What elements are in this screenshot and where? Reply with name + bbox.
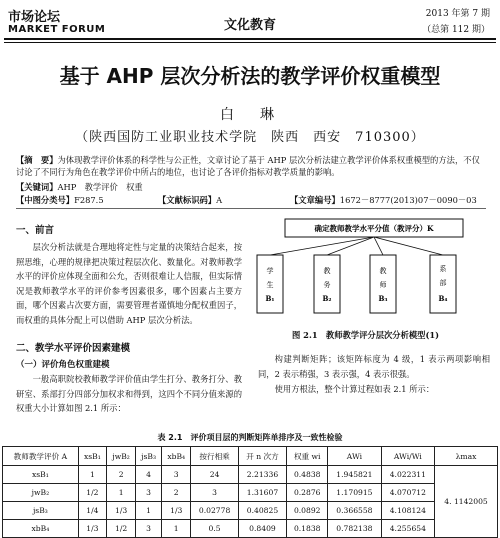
table-cell: 4.070712: [381, 484, 434, 502]
table-row: [3, 484, 498, 502]
figure-caption: 图 2.1 教师教学评分层次分析模型(1): [292, 330, 440, 340]
table-cell: 1/3: [107, 502, 136, 520]
svg-text:师: 师: [379, 281, 387, 289]
article-no-value: 1672－8777(2013)07－0090－03: [339, 195, 477, 205]
section-2-text: 一般高职院校教师教学评价值由学生打分、教务打分、教研室、系部打分四部分加权求和得到，这四个不同分值来源的权重大小计算如图 2.1 所示：: [16, 374, 242, 413]
lambda-max-cell: 4. 1142005: [435, 466, 498, 538]
table-header-row: [3, 447, 498, 466]
table-caption: 表 2.1 评价项目层的判断矩阵单排序及一致性检验: [157, 433, 343, 442]
table-cell: 4.255654: [381, 520, 434, 538]
table-cell: 0.0892: [287, 502, 328, 520]
svg-text:部: 部: [439, 279, 447, 287]
table-cell: 4.108124: [381, 502, 434, 520]
table-header-cell: xsB₁: [78, 447, 106, 466]
table-cell: 0.782138: [328, 520, 381, 538]
svg-text:教: 教: [323, 267, 331, 275]
table-header-cell: 按行相乘: [191, 447, 238, 466]
section-name: 文化教育: [223, 18, 276, 33]
doc-code-value: A: [216, 195, 223, 205]
table-cell: 3: [136, 520, 162, 538]
table-header-cell: jwB₂: [107, 447, 136, 466]
svg-text:B₄: B₄: [438, 294, 448, 303]
table-cell: xbB₄: [3, 520, 79, 538]
document-code: [158, 194, 222, 206]
table-header-cell: AWi: [328, 447, 381, 466]
svg-text:务: 务: [323, 281, 331, 289]
table-cell: 3: [136, 484, 162, 502]
clc-number: [16, 194, 104, 206]
header-rule-thick: [4, 38, 496, 40]
table-header-cell: 开 n 次方: [238, 447, 287, 466]
section-1-heading: 一、前言: [16, 225, 55, 236]
diagram-child-department: [430, 255, 456, 313]
diagram-child-student: [257, 255, 283, 313]
svg-text:学: 学: [266, 267, 274, 275]
table-cell: 1.945821: [328, 466, 381, 484]
article-title: 基于 AHP 层次分析法的教学评价权重模型: [59, 64, 441, 88]
author-affiliation: （陕西国防工业职业技术学院 陕西 西安 710300）: [75, 130, 425, 145]
table-cell: 4.022311: [381, 466, 434, 484]
table-cell: 24: [191, 466, 238, 484]
article-number: [290, 194, 477, 206]
table-cell: 0.366558: [328, 502, 381, 520]
abstract-label: 【摘 要】: [16, 155, 58, 165]
table-cell: 1.31607: [238, 484, 287, 502]
table-header-cell: 权重 wi: [287, 447, 328, 466]
table-cell: 1: [78, 466, 106, 484]
table-cell: 0.4838: [287, 466, 328, 484]
svg-text:系: 系: [439, 265, 447, 273]
right-text-matrix: 构建判断矩阵；该矩阵标度为 4 级，1 表示两项影响相同，2 表示稍强，3 表示强，4 表示很强。: [258, 354, 490, 379]
ahp-hierarchy-diagram: [255, 215, 500, 325]
table-header-cell: jsB₃: [136, 447, 162, 466]
clc-label: 【中图分类号】: [16, 195, 75, 205]
section-1-text: 层次分析法就是合理地将定性与定量的决策结合起来，按照思维，心理的规律把决策过程层次化、数量化。对教师教学水平的评价应体现全面和公允，否则很难让人信服，但实际情况是教师教学水平的评价参考因素很多，哪个因素占主要方面，哪个因素占次要方面，需要管理者谨慎地分配权重因子，而权重的具体分配上可以借助 AHP 层次分析法。: [16, 242, 242, 325]
table-cell: jsB₃: [3, 502, 79, 520]
table-cell: 1/2: [107, 520, 136, 538]
article-no-label: 【文章编号】: [290, 195, 340, 205]
diagram-child-teachers: [370, 255, 396, 313]
svg-text:生: 生: [266, 281, 274, 289]
diagram-root-label: 确定教师教学水平分值（教评分）K: [314, 224, 434, 233]
table-cell: 2: [161, 484, 191, 502]
table-cell: 1: [107, 484, 136, 502]
table-cell: 0.5: [191, 520, 238, 538]
table-cell: 1.170915: [328, 484, 381, 502]
table-cell: 0.1838: [287, 520, 328, 538]
author-name: 白 琳: [220, 107, 280, 123]
keywords: [16, 181, 143, 193]
table-header-cell: xbB₄: [161, 447, 191, 466]
svg-text:教: 教: [379, 267, 387, 275]
table-cell: 4: [136, 466, 162, 484]
journal-name-cn: 市场论坛: [8, 10, 61, 25]
section-2-subheading: （一）评价角色权重建模: [16, 360, 110, 370]
issue-number: 2013 年第 7 期: [425, 9, 490, 19]
doc-code-label: 【文献标识码】: [158, 195, 217, 205]
journal-name-en: MARKET FORUM: [8, 24, 106, 35]
svg-text:B₂: B₂: [322, 294, 332, 303]
abstract-text: 为体现教学评价体系的科学性与公正性，文章讨论了基于 AHP 层次分析法建立教学评价体系权重模型的方法，不仅讨论了不同行为角色在教学评价中所占的地位，也讨论了各评价指标对教学质量的影响。: [16, 155, 480, 177]
keywords-text: AHP 教学评价 权重: [57, 182, 143, 192]
table-cell: 3: [161, 466, 191, 484]
table-cell: 1: [136, 502, 162, 520]
header-rule-thin: [4, 42, 496, 43]
table-header-cell: 教师教学评价 A: [3, 447, 79, 466]
table-row: [3, 502, 498, 520]
table-row: [3, 466, 498, 484]
right-text-method: 使用方根法，整个计算过程如表 2.1 所示：: [274, 384, 435, 394]
table-header-cell: λmax: [435, 447, 498, 466]
svg-text:B₁: B₁: [265, 294, 275, 303]
table-cell: 2.21336: [238, 466, 287, 484]
table-cell: 1/2: [78, 484, 106, 502]
table-cell: 1/4: [78, 502, 106, 520]
total-issue-number: （总第 112 期）: [422, 25, 490, 35]
table-row: [3, 520, 498, 538]
table-cell: xsB₁: [3, 466, 79, 484]
keywords-label: 【关键词】: [16, 182, 58, 192]
clc-value: F287.5: [74, 195, 104, 205]
table-cell: jwB₂: [3, 484, 79, 502]
table-cell: 2: [107, 466, 136, 484]
table-cell: 0.2876: [287, 484, 328, 502]
table-cell: 1/3: [78, 520, 106, 538]
diagram-connectors: [270, 237, 443, 255]
table-cell: 3: [191, 484, 238, 502]
svg-text:B₃: B₃: [378, 294, 388, 303]
table-cell: 1/3: [161, 502, 191, 520]
table-cell: 0.40825: [238, 502, 287, 520]
abstract-separator: [16, 208, 486, 209]
section-2-heading: 二、教学水平评价因素建模: [16, 343, 131, 354]
table-cell: 0.8409: [238, 520, 287, 538]
diagram-child-academic-affairs: [314, 255, 340, 313]
table-cell: 0.02778: [191, 502, 238, 520]
table-header-cell: AWi/Wi: [381, 447, 434, 466]
table-cell: 1: [161, 520, 191, 538]
judgment-matrix-table: [2, 446, 498, 538]
abstract: [16, 154, 486, 178]
